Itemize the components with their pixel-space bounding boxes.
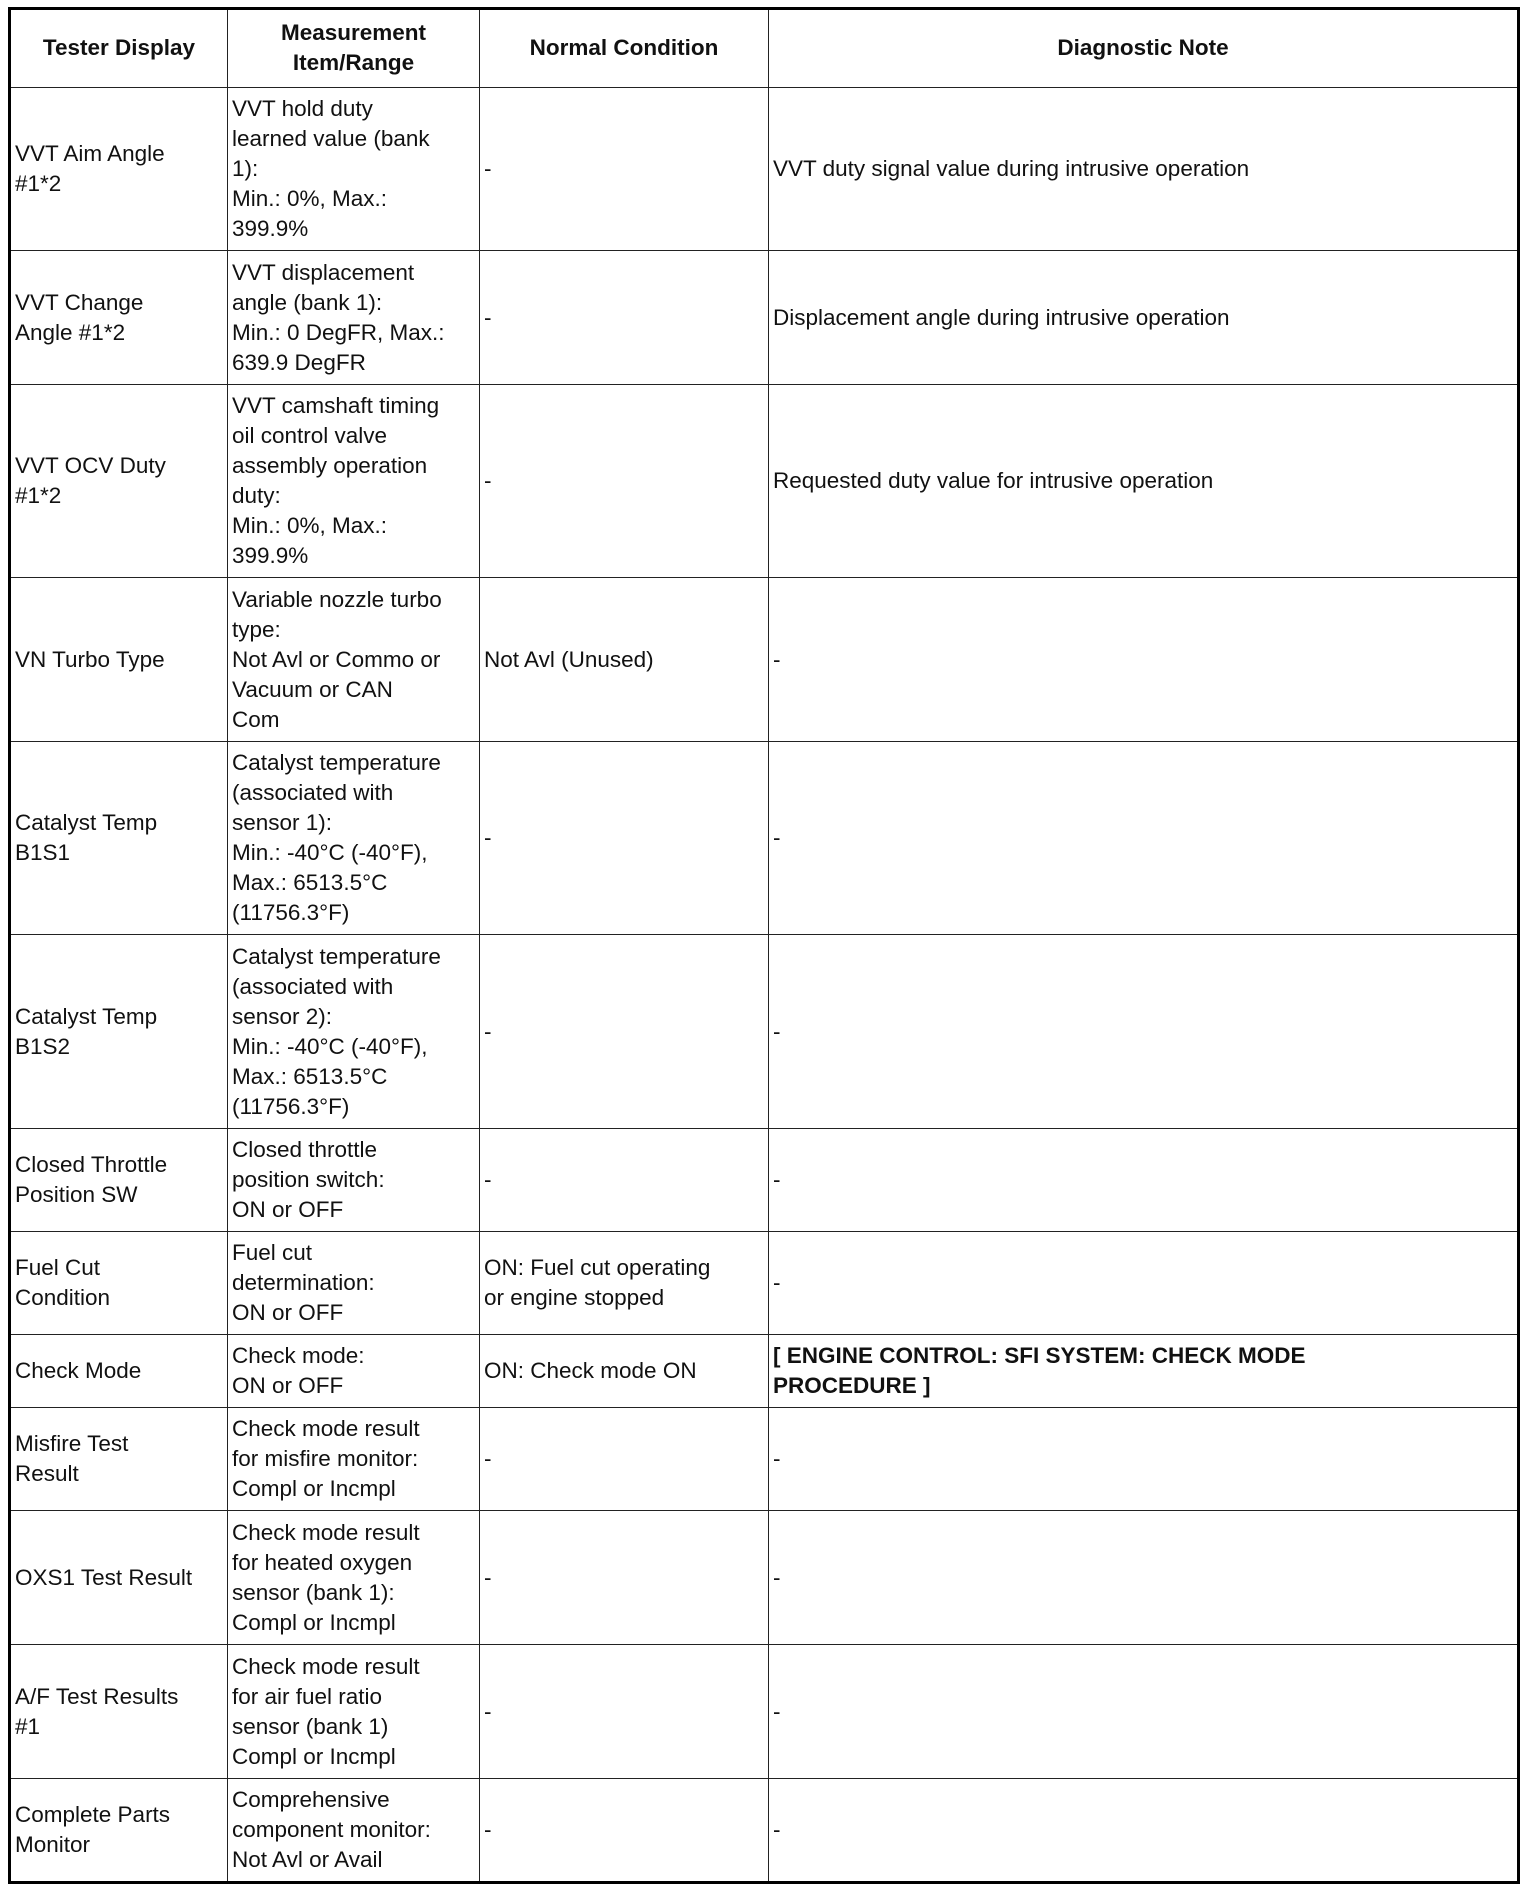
diagnostic-note-cell: -	[769, 1511, 1519, 1645]
diagnostic-note-cell: Requested duty value for intrusive operation	[769, 385, 1519, 578]
normal-condition-cell: ON: Check mode ON	[480, 1335, 769, 1408]
measurement-cell: Check mode result for air fuel ratio sensor (bank 1) Compl or Incmpl	[228, 1645, 480, 1779]
diagnostic-note-cell: VVT duty signal value during intrusive operation	[769, 88, 1519, 251]
measurement-cell: Catalyst temperature (associated with sensor 1): Min.: -40°C (-40°F), Max.: 6513.5°C (11756.3°F)	[228, 742, 480, 935]
measurement-cell: Catalyst temperature (associated with sensor 2): Min.: -40°C (-40°F), Max.: 6513.5°C (11756.3°F)	[228, 935, 480, 1129]
tester-display-cell: VN Turbo Type	[10, 578, 228, 742]
tester-display-cell: Closed Throttle Position SW	[10, 1129, 228, 1232]
diagnostic-note-cell: -	[769, 742, 1519, 935]
tester-display-cell: A/F Test Results #1	[10, 1645, 228, 1779]
diagnostic-note-cell: -	[769, 1232, 1519, 1335]
table-row	[10, 385, 1519, 578]
diagnostic-note-cell: -	[769, 1779, 1519, 1883]
table-row	[10, 935, 1519, 1129]
header-normal-condition: Normal Condition	[480, 9, 769, 88]
tester-display-cell: VVT OCV Duty #1*2	[10, 385, 228, 578]
tester-display-cell: Complete Parts Monitor	[10, 1779, 228, 1883]
header-measurement-item-range: Measurement Item/Range	[228, 9, 480, 88]
diagnostic-note-cell: -	[769, 1645, 1519, 1779]
normal-condition-cell: -	[480, 88, 769, 251]
measurement-cell: Fuel cut determination: ON or OFF	[228, 1232, 480, 1335]
measurement-cell: Check mode result for heated oxygen sensor (bank 1): Compl or Incmpl	[228, 1511, 480, 1645]
header-tester-display: Tester Display	[10, 9, 228, 88]
tester-display-cell: Fuel Cut Condition	[10, 1232, 228, 1335]
normal-condition-cell: -	[480, 742, 769, 935]
measurement-cell: VVT camshaft timing oil control valve assembly operation duty: Min.: 0%, Max.: 399.9%	[228, 385, 480, 578]
measurement-cell: Check mode: ON or OFF	[228, 1335, 480, 1408]
measurement-cell: Comprehensive component monitor: Not Avl or Avail	[228, 1779, 480, 1883]
table-row	[10, 251, 1519, 385]
tester-display-cell: Catalyst Temp B1S1	[10, 742, 228, 935]
table-row	[10, 1408, 1519, 1511]
table-row	[10, 578, 1519, 742]
measurement-cell: Variable nozzle turbo type: Not Avl or Commo or Vacuum or CAN Com	[228, 578, 480, 742]
check-mode-procedure-link[interactable]: [ ENGINE CONTROL: SFI SYSTEM: CHECK MODE PROCEDURE ]	[769, 1335, 1519, 1408]
tester-display-cell: VVT Aim Angle #1*2	[10, 88, 228, 251]
normal-condition-cell: -	[480, 1129, 769, 1232]
measurement-cell: VVT hold duty learned value (bank 1): Min.: 0%, Max.: 399.9%	[228, 88, 480, 251]
table-row	[10, 1779, 1519, 1883]
normal-condition-cell: -	[480, 1779, 769, 1883]
normal-condition-cell: -	[480, 385, 769, 578]
normal-condition-cell: -	[480, 251, 769, 385]
table-row	[10, 1232, 1519, 1335]
tester-display-cell: VVT Change Angle #1*2	[10, 251, 228, 385]
diagnostic-note-cell: -	[769, 1129, 1519, 1232]
header-diagnostic-note: Diagnostic Note	[769, 9, 1519, 88]
tester-display-cell: OXS1 Test Result	[10, 1511, 228, 1645]
table-row	[10, 742, 1519, 935]
diagnostic-note-cell: -	[769, 578, 1519, 742]
header-row	[10, 9, 1519, 88]
measurement-cell: Closed throttle position switch: ON or OFF	[228, 1129, 480, 1232]
normal-condition-cell: ON: Fuel cut operating or engine stopped	[480, 1232, 769, 1335]
normal-condition-cell: -	[480, 1645, 769, 1779]
table-row	[10, 1645, 1519, 1779]
table-row	[10, 1335, 1519, 1408]
table-row	[10, 88, 1519, 251]
normal-condition-cell: -	[480, 935, 769, 1129]
normal-condition-cell: -	[480, 1511, 769, 1645]
diagnostic-note-cell: -	[769, 1408, 1519, 1511]
tester-display-cell: Misfire Test Result	[10, 1408, 228, 1511]
table-row	[10, 1129, 1519, 1232]
normal-condition-cell: -	[480, 1408, 769, 1511]
tester-display-cell: Check Mode	[10, 1335, 228, 1408]
diagnostic-note-cell: -	[769, 935, 1519, 1129]
measurement-cell: Check mode result for misfire monitor: Compl or Incmpl	[228, 1408, 480, 1511]
tester-display-cell: Catalyst Temp B1S2	[10, 935, 228, 1129]
diagnostic-note-cell: Displacement angle during intrusive operation	[769, 251, 1519, 385]
measurement-cell: VVT displacement angle (bank 1): Min.: 0 DegFR, Max.: 639.9 DegFR	[228, 251, 480, 385]
data-list-table	[8, 7, 1520, 1884]
table-row	[10, 1511, 1519, 1645]
normal-condition-cell: Not Avl (Unused)	[480, 578, 769, 742]
